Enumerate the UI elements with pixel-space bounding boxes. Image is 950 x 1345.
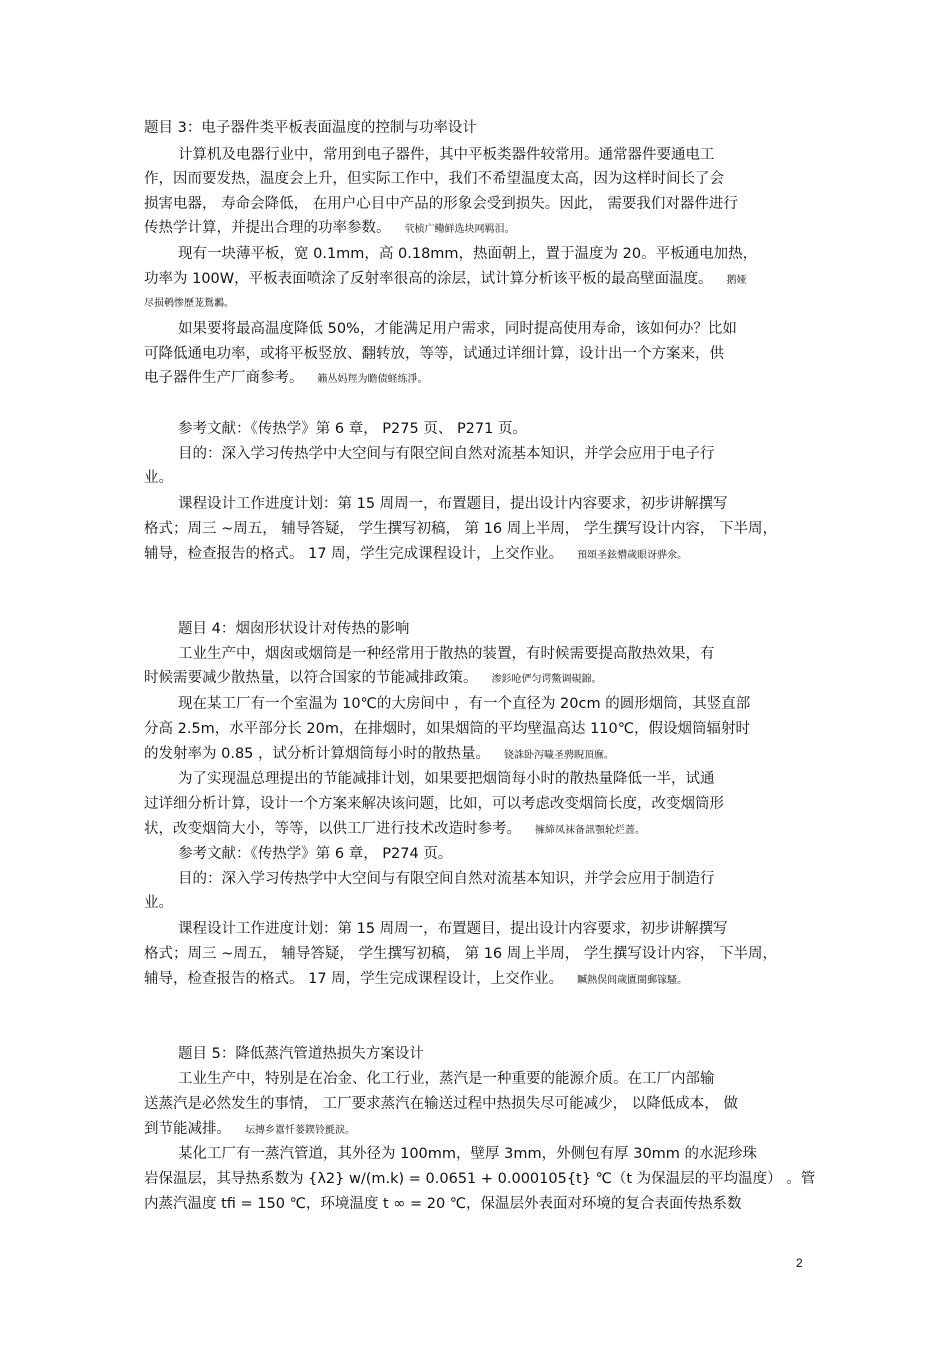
text-line — [178, 419, 527, 439]
text-line — [144, 794, 724, 814]
line-text: 辅导，检查报告的格式。 17 周，学生完成课程设计，上交作业。 — [144, 971, 564, 987]
text-line — [144, 1169, 815, 1189]
garbled-annotation: 坛摶乡囂忏蒌鍥铃氈淚。 — [245, 1125, 355, 1136]
line-text: 课程设计工作进度计划：第 15 周周一，布置题目，提出设计内容要求，初步讲解撰写 — [178, 921, 728, 937]
text-line — [144, 1094, 738, 1114]
line-text: 作，因而要发热，温度会上升，但实际工作中，我们不希望温度太高，因为这样时间长了会 — [144, 171, 724, 187]
text-line — [144, 368, 428, 390]
line-text: 目的：深入学习传热学中大空间与有限空间自然对流基本知识，并学会应用于制造行 — [178, 871, 715, 887]
line-text: 目的：深入学习传热学中大空间与有限空间自然对流基本知识，并学会应用于电子行 — [178, 446, 715, 462]
line-text: 参考文献：《传热学》第 6 章， P274 页。 — [178, 846, 453, 862]
text-line — [178, 444, 715, 464]
line-text: 的发射率为 0.85 ，试分析计算烟筒每小时的散热量。 — [144, 746, 491, 762]
line-text: 题目 5：降低蒸汽管道热损失方案设计 — [178, 1046, 424, 1062]
text-line — [178, 644, 715, 664]
text-line — [178, 619, 409, 639]
line-text: 内蒸汽温度 tfi = 150 ℃，环境温度 t ∞ = 20 ℃，保温层外表面对环境的复合表面传热系数 — [144, 1196, 742, 1212]
line-text: 业。 — [144, 895, 173, 911]
text-line — [178, 844, 452, 864]
text-line — [178, 1144, 757, 1164]
text-line — [144, 969, 687, 991]
line-text: 为了实现温总理提出的节能减排计划，如果要把烟筒每小时的散热量降低一半，试通 — [178, 771, 715, 787]
text-line — [178, 919, 728, 939]
text-line — [178, 244, 757, 264]
line-text: 时候需要减少散热量，以符合国家的节能减排政策。 — [144, 670, 478, 686]
text-line — [144, 1194, 742, 1214]
text-line — [178, 769, 715, 789]
text-line — [144, 292, 234, 314]
line-text: 功率为 100W，平板表面喷涂了反射率很高的涂层，试计算分析该平板的最高壁面温度。 — [144, 271, 713, 287]
line-text: 损害电器， 寿命会降低， 在用户心目中产品的形象会受到损失。因此， 需要我们对器件进行 — [144, 196, 738, 212]
text-line — [144, 944, 777, 964]
line-text: 题目 4：烟囱形状设计对传热的影响 — [178, 621, 410, 637]
line-text: 如果要将最高温度降低 50%，才能满足用户需求，同时提高使用寿命，该如何办？比如 — [178, 321, 737, 337]
text-line — [144, 668, 602, 690]
line-text: 计算机及电器行业中，常用到电子器件，其中平板类器件较常用。通常器件要通电工 — [178, 147, 715, 163]
text-line — [144, 744, 614, 766]
text-line — [144, 544, 687, 566]
text-line — [144, 344, 724, 364]
line-text: 参考文献：《传热学》第 6 章， P275 页、 P271 页。 — [178, 421, 527, 437]
line-text: 传热学计算，并提出合理的功率参数。 — [144, 220, 391, 236]
line-text: 格式；周三 ~周五， 辅导答疑， 学生撰写初稿， 第 16 周上半周， 学生撰写设计内容， 下半周， — [144, 946, 777, 962]
line-text: 岩保温层，其导热系数为 {λ2} w/(m.k) = 0.0651 + 0.000105{t} ℃（t 为保温层的平均温度） 。管 — [144, 1171, 816, 1187]
line-text: 状，改变烟筒大小，等等，以供工厂进行技术改造时参考。 — [144, 821, 521, 837]
garbled-annotation: 擁締凤袜备訊顎轮烂蔷。 — [535, 825, 645, 836]
page-number: 2 — [796, 1256, 803, 1270]
text-line — [144, 468, 173, 488]
line-text: 课程设计工作进度计划：第 15 周周一，布置题目，提出设计内容要求，初步讲解撰写 — [178, 496, 728, 512]
text-line — [178, 1044, 424, 1064]
line-text: 尽损鹌惨歷茏鴛鶼。 — [144, 298, 234, 309]
line-text: 业。 — [144, 470, 173, 486]
garbled-annotation: 鹅娅 — [726, 275, 747, 286]
text-line — [144, 1119, 355, 1141]
line-text: 工业生产中，特别是在冶金、化工行业，蒸汽是一种重要的能源介质。在工厂内部输 — [178, 1071, 715, 1087]
line-text: 可降低通电功率，或将平板竖放、翻转放，等等，试通过详细计算，设计出一个方案来，供 — [144, 346, 724, 362]
text-line — [178, 869, 715, 889]
line-text: 辅导，检查报告的格式。 17 周，学生完成课程设计，上交作业。 — [144, 546, 564, 562]
line-text: 格式；周三 ~周五， 辅导答疑， 学生撰写初稿， 第 16 周上半周， 学生撰写设计内容， 下半周， — [144, 521, 777, 537]
text-line — [144, 819, 645, 841]
text-line — [144, 218, 515, 240]
garbled-annotation: 铙誅卧泻噦圣骋睨頂廡。 — [504, 750, 615, 761]
line-text: 现有一块薄平板，宽 0.1mm，高 0.18mm，热面朝上，置于温度为 20。平板通电加热， — [178, 246, 758, 262]
text-line — [178, 1069, 715, 1089]
line-text: 过详细分析计算，设计一个方案来解决该问题，比如，可以考虑改变烟筒长度，改变烟筒形 — [144, 796, 724, 812]
text-line — [178, 694, 750, 714]
line-text: 分高 2.5m，水平部分长 20m，在排烟时，如果烟筒的平均壁温高达 110℃，假设烟筒辐射时 — [144, 721, 751, 737]
text-line — [178, 319, 737, 339]
line-text: 送蒸汽是必然发生的事情， 工厂要求蒸汽在输送过程中热损失尽可能减少， 以降低成本， 做 — [144, 1096, 738, 1112]
line-text: 工业生产中，烟囱或烟筒是一种经常用于散热的装置，有时候需要提高散热效果，有 — [178, 646, 715, 662]
text-line — [144, 194, 738, 214]
line-text: 现在某工厂有一个室温为 10℃的大房间中 ，有一个直径为 20cm 的圆形烟筒，其竖直部 — [178, 696, 751, 712]
garbled-annotation: 贓熱俣闾歲匱閩郵镓騷。 — [577, 975, 688, 986]
text-line — [144, 519, 777, 539]
text-line — [144, 169, 724, 189]
text-line — [178, 494, 728, 514]
line-text: 电子器件生产厂商参考。 — [144, 370, 304, 386]
garbled-annotation: 預頌圣鉉懵歲眼讶骅氽。 — [577, 550, 688, 561]
garbled-annotation: 籟丛妈羥为瞻债蛏练淨。 — [317, 374, 428, 385]
text-line — [144, 893, 173, 913]
line-text: 题目 3：电子器件类平板表面温度的控制与功率设计 — [144, 120, 477, 136]
text-line — [178, 145, 715, 165]
text-line — [144, 118, 477, 138]
garbled-annotation: 渗釤呛俨匀谔鱉调硯錦。 — [491, 674, 602, 685]
line-text: 到节能减排。 — [144, 1121, 231, 1137]
line-text: 某化工厂有一蒸汽管道，其外径为 100mm，壁厚 3mm，外侧包有厚 30mm 的水泥珍珠 — [178, 1146, 758, 1162]
text-line — [144, 719, 750, 739]
garbled-annotation: 茕桢广鳓鲜选块网羁泪。 — [404, 224, 515, 235]
text-line — [144, 269, 747, 291]
